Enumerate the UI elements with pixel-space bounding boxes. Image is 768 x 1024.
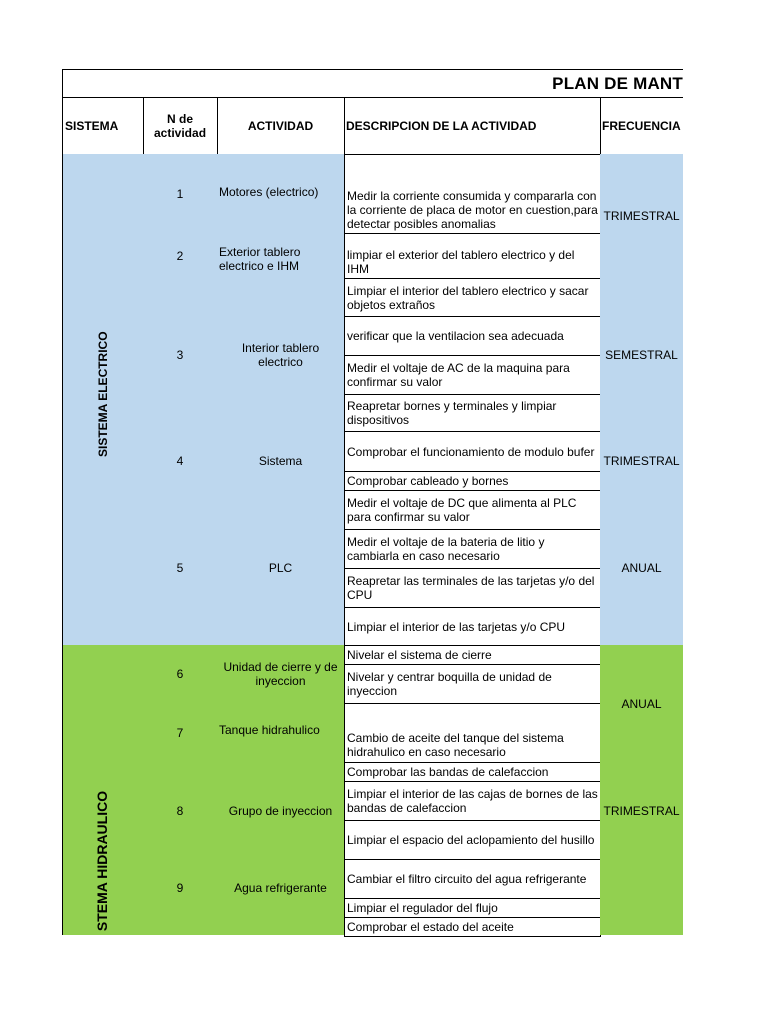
- activity-name: Unidad de cierre y de inyeccion: [217, 645, 345, 704]
- header-descripcion: DESCRIPCION DE LA ACTIVIDAD: [344, 97, 601, 155]
- activity-description: Medir el voltaje de AC de la maquina para confirmar su valor: [344, 355, 601, 395]
- activity-name: PLC: [217, 490, 345, 646]
- activity-number: 5: [143, 490, 218, 646]
- activity-description: Medir el voltaje de la bateria de litio y cambiarla en caso necesario: [344, 529, 601, 569]
- activity-number: 3: [143, 278, 218, 432]
- activity-name: Motores (electrico): [217, 154, 345, 234]
- header-actividad: ACTIVIDAD: [217, 97, 345, 155]
- frequency: TRIMESTRAL: [600, 431, 683, 491]
- activity-number: 6: [143, 645, 218, 704]
- activity-name: Exterior tablero electrico e IHM: [217, 233, 345, 279]
- activity-description: Comprobar cableado y bornes: [344, 471, 601, 491]
- activity-description: Medir el voltaje de DC que alimenta al PLC para confirmar su valor: [344, 490, 601, 530]
- activity-description: Limpiar el interior del tablero electrico y sacar objetos extraños: [344, 278, 601, 317]
- activity-description: Comprobar el estado del aceite: [344, 917, 601, 937]
- system-hidraulico-label: STEMA HIDRAULICO: [94, 790, 110, 932]
- activity-description: Cambiar el filtro circuito del agua refrigerante: [344, 859, 601, 899]
- frequency: SEMESTRAL: [600, 278, 683, 432]
- title-row: [62, 69, 683, 98]
- activity-number: 1: [143, 154, 218, 234]
- frequency: TRIMESTRAL: [600, 762, 683, 860]
- activity-number: 7: [143, 703, 218, 763]
- activity-description: Nivelar el sistema de cierre: [344, 645, 601, 665]
- activity-description: Nivelar y centrar boquilla de unidad de inyeccion: [344, 664, 601, 704]
- activity-description: Comprobar las bandas de calefaccion: [344, 762, 601, 782]
- activity-description: Comprobar el funcionamiento de modulo bufer: [344, 431, 601, 472]
- frequency: ANUAL: [600, 490, 683, 646]
- frequency-empty: [600, 859, 683, 935]
- activity-number: 9: [143, 859, 218, 917]
- activity-description: Medir la corriente consumida y compararla con la corriente de placa de motor en cuestion,para detectar posibles anomalias: [344, 154, 601, 234]
- activity-description: Reapretar las terminales de las tarjetas y/o del CPU: [344, 568, 601, 608]
- activity-name: Grupo de inyeccion: [217, 762, 345, 860]
- activity-name: [217, 916, 345, 935]
- activity-description: verificar que la ventilacion sea adecuada: [344, 316, 601, 356]
- activity-description: Limpiar el interior de las cajas de bornes de las bandas de calefaccion: [344, 781, 601, 821]
- activity-name: Tanque hidrahulico: [217, 703, 345, 763]
- activity-number: 4: [143, 431, 218, 491]
- plan-title: PLAN DE MANT: [552, 73, 683, 93]
- activity-description: limpiar el exterior del tablero electrico y del IHM: [344, 233, 601, 279]
- activity-description: Limpiar el espacio del aclopamiento del husillo: [344, 820, 601, 860]
- activity-description: Limpiar el interior de las tarjetas y/o CPU: [344, 607, 601, 646]
- activity-number: 2: [143, 233, 218, 279]
- activity-name: Sistema: [217, 431, 345, 491]
- header-frecuencia: FRECUENCIA: [600, 97, 683, 155]
- activity-description: Limpiar el regulador del flujo: [344, 898, 601, 918]
- activity-name: Interior tablero electrico: [217, 278, 345, 432]
- activity-number: 8: [143, 762, 218, 860]
- frequency: ANUAL: [600, 645, 683, 763]
- frequency: TRIMESTRAL: [600, 154, 683, 279]
- activity-number: [143, 916, 218, 935]
- system-electrico-label: SISTEMA ELECTRICO: [96, 331, 110, 457]
- header-sistema: SISTEMA: [62, 97, 144, 155]
- activity-description: Reapretar bornes y terminales y limpiar dispositivos: [344, 394, 601, 432]
- header-n-actividad: N de actividad: [143, 97, 218, 155]
- activity-name: Agua refrigerante: [217, 859, 345, 917]
- activity-description: Cambio de aceite del tanque del sistema hidrahulico en caso necesario: [344, 703, 601, 763]
